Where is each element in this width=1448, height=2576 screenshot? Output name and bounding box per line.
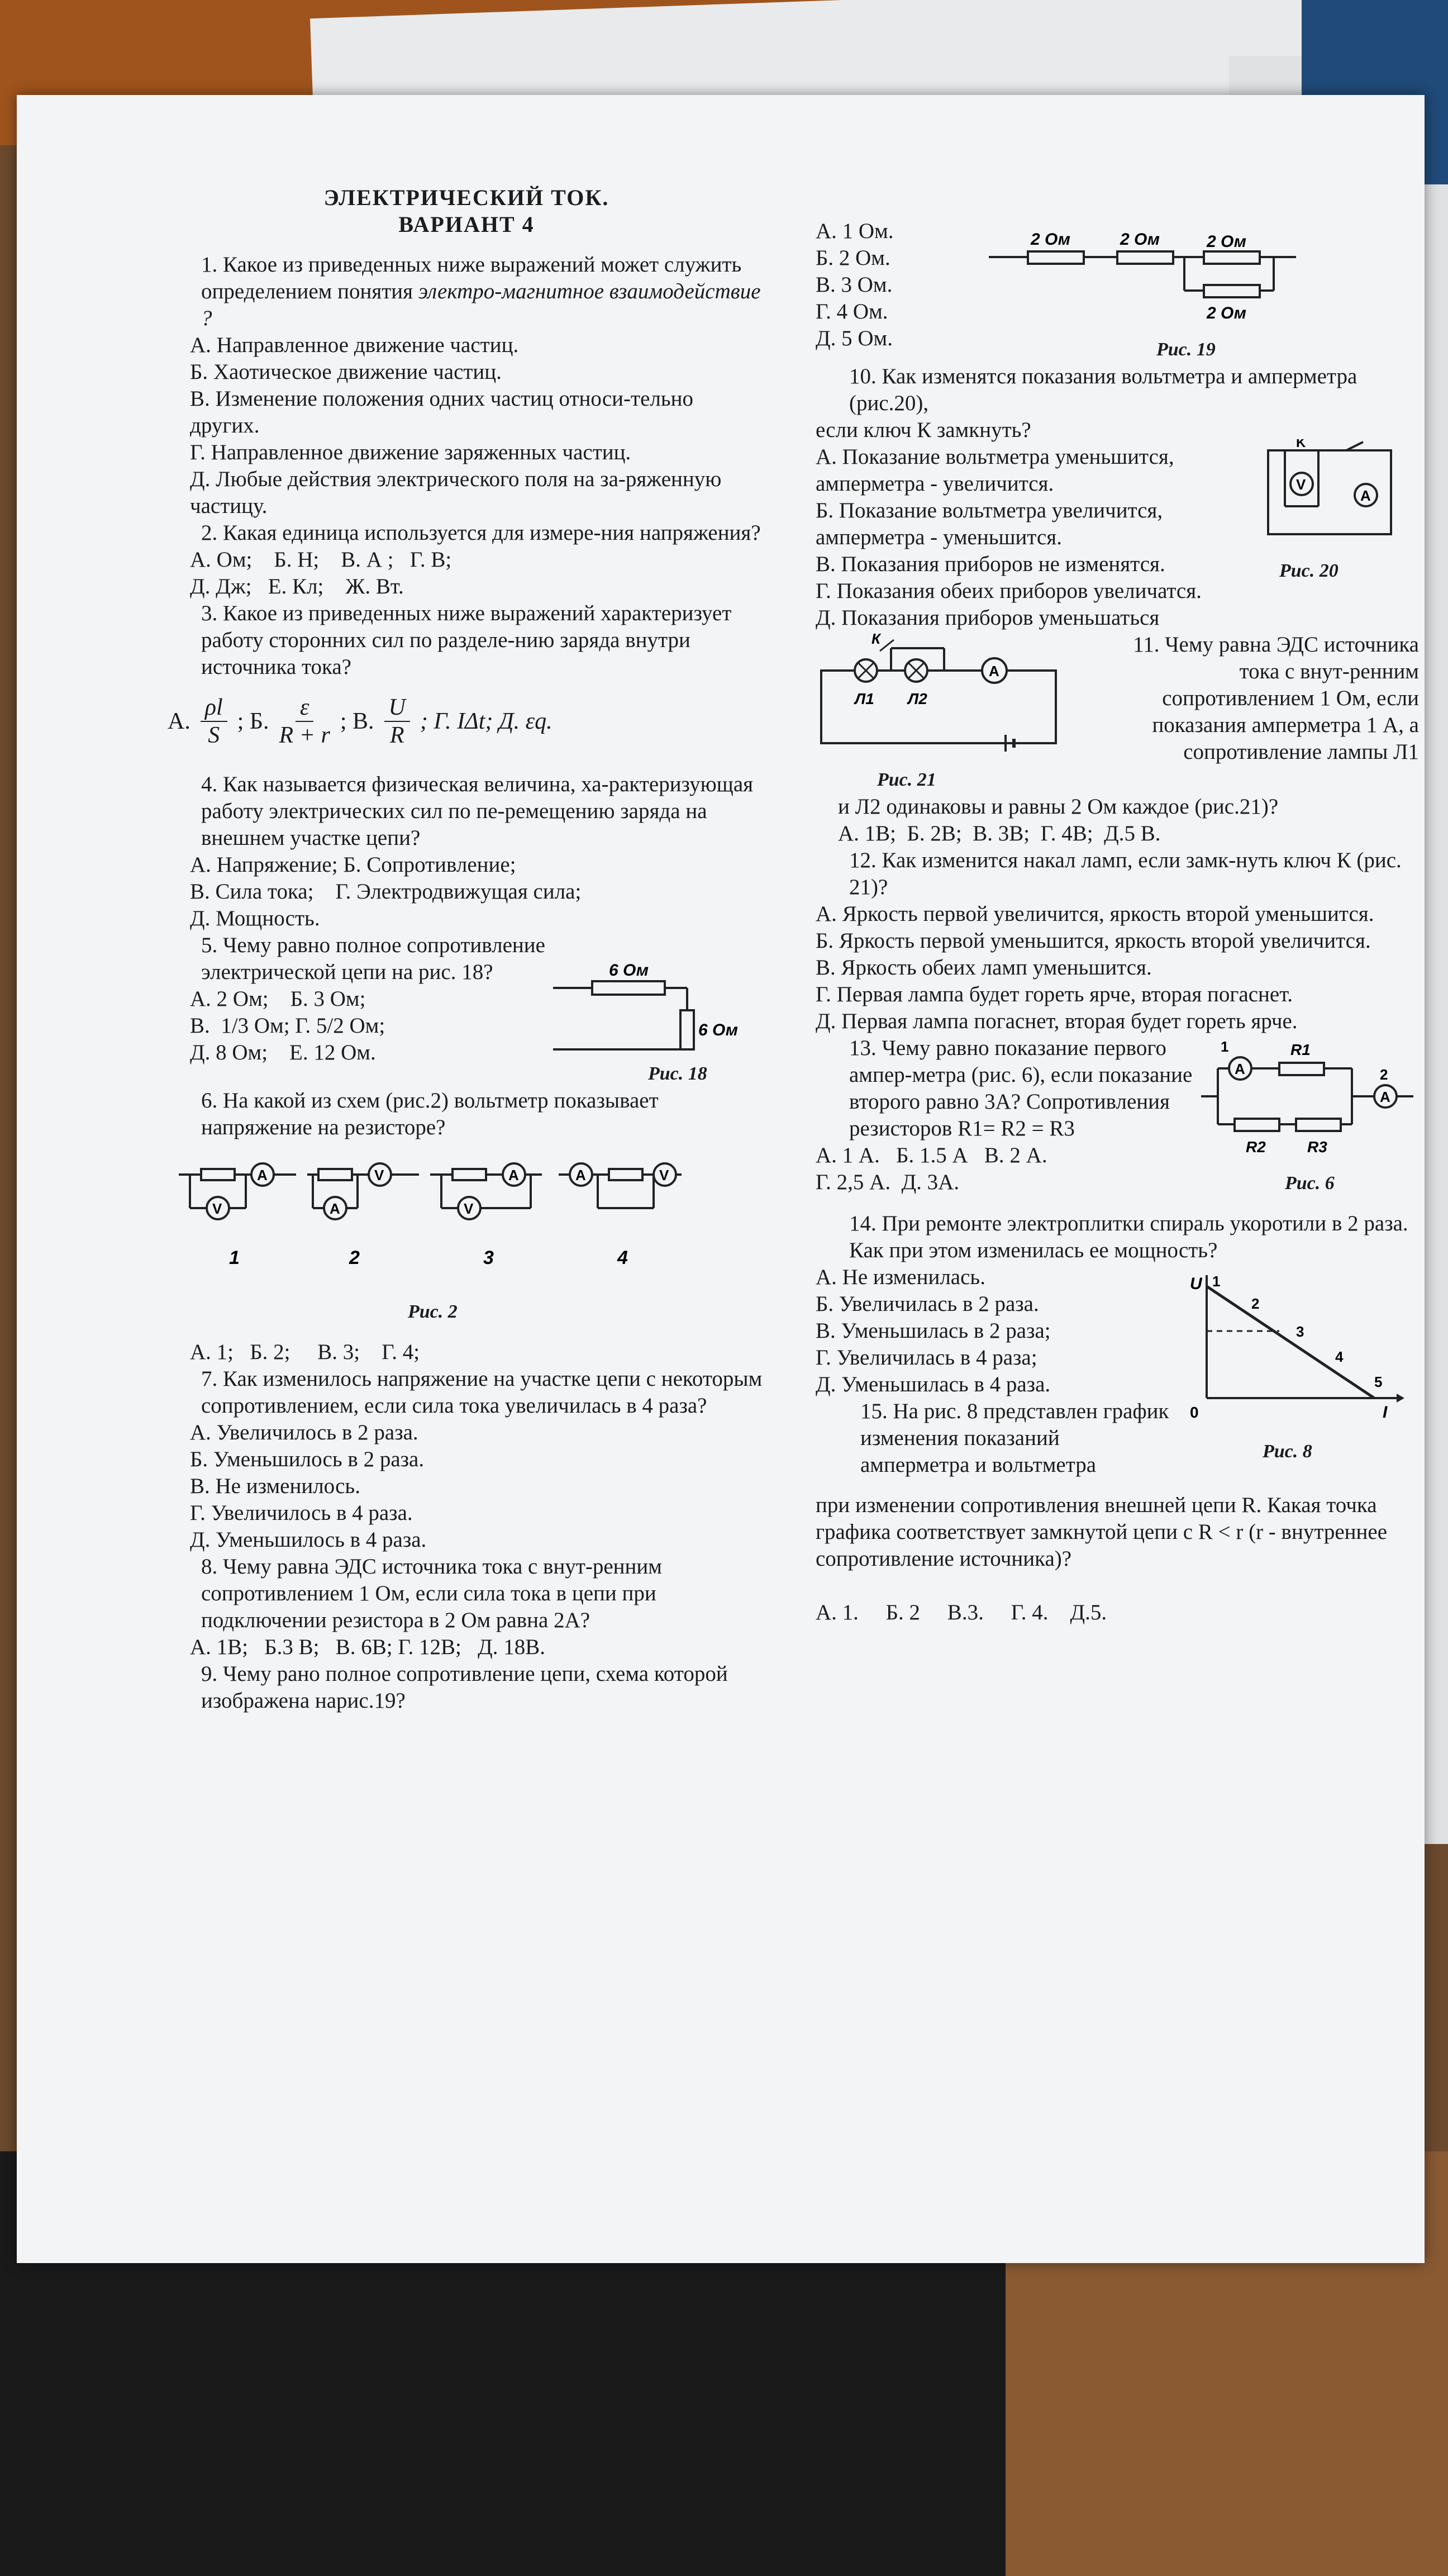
worksheet-variant: ВАРИАНТ 4 [398,212,535,237]
q3-v-label: ; В. [340,709,374,734]
fig2-ammeter-label: A [508,1167,519,1184]
q3-v-fraction [384,694,410,749]
question-2-text: 2. Какая единица используется для измере-ния напряжения? [201,521,761,545]
fig2-ammeter-label: A [330,1200,340,1217]
fig2-voltmeter-label: V [464,1200,474,1217]
fig19-resistor-1 [1028,251,1084,264]
fig6-r1-label: R1 [1290,1041,1311,1058]
q14-option-b: Б. Увеличилась в 2 раза. [816,1292,1039,1316]
fig20-voltmeter-label: V [1296,476,1306,493]
question-14-text: 14. При ремонте электроплитки спираль укоротили в 2 раза. Как при этом изменилась ее мощность? [849,1211,1408,1262]
fig19-r1-label: 2 Ом [1031,230,1070,249]
q10-block [816,417,1419,605]
q3-a-fraction [201,694,227,749]
fig19-resistor-3 [1204,251,1260,264]
figure-6-circuit [1195,1035,1419,1163]
q9-answers-block [816,218,1419,363]
fig19-caption: Рис. 19 [1156,339,1216,360]
q1-option-v: В. Изменение положения одних частиц относи-тельно других. [190,387,694,438]
fig19-r2-label: 2 Ом [1120,230,1160,249]
fig8-axis-i-label: I [1383,1403,1388,1422]
worksheet-title: ЭЛЕКТРИЧЕСКИЙ ТОК. [323,185,609,210]
fig20-key-label: K [1296,439,1306,450]
q9-option-v: В. 3 Ом. [816,273,893,297]
figure-18-circuit [547,932,760,1066]
q9-option-a: А. 1 Ом. [816,219,894,243]
question-9-text: 9. Чему рано полное сопротивление цепи, схема которой изображена нарис.19? [201,1662,728,1713]
fig2-label-1: 1 [229,1247,240,1268]
question-1 [168,251,765,332]
q12-option-v: В. Яркость обеих ламп уменьшится. [816,956,1152,980]
fig2-label-2: 2 [349,1247,360,1268]
q13-options-row2: Г. 2,5 А. Д. 3А. [816,1170,960,1194]
q10-option-d: Д. Показания приборов уменьшаться [816,606,1160,630]
q15-answers: А. 1. Б. 2 В.3. Г. 4. Д.5. [816,1600,1107,1624]
q7-option-v: В. Не изменилось. [190,1474,360,1498]
q10-option-g: Г. Показания обеих приборов увеличатся. [816,579,1202,603]
q12-option-b: Б. Яркость первой уменьшится, яркость второй увеличится. [816,929,1371,953]
q7-option-a: А. Увеличилось в 2 раза. [190,1420,418,1444]
q13-options-row1: А. 1 А. Б. 1.5 А В. 2 А. [816,1143,1047,1167]
question-4-text: 4. Как называется физическая величина, ха-рактеризующая работу электрических сил по пе-ремещению заряда на внешнем участке цепи? [201,772,754,850]
figure-21-circuit [816,631,1095,760]
fig2-resistor [201,1169,235,1180]
fig2-resistor [318,1169,352,1180]
fig2-voltmeter-label: V [212,1200,222,1217]
q1-option-g: Г. Направленное движение заряженных частиц. [190,440,631,464]
fig19-resistor-2 [1117,251,1173,264]
q3-a-label: А. [168,709,190,734]
question-11-text: 11. Чему равна ЭДС источника тока с внут-ренним сопротивлением 1 Ом, если показания амперметра 1 А, а сопротивление лампы Л1 [1133,633,1419,764]
q14-option-g: Г. Увеличилась в 4 раза; [816,1346,1037,1370]
fig2-scheme-4 [559,1163,682,1268]
fig18-r2-label: 6 Ом [698,1021,738,1039]
figure-19-circuit [983,218,1330,330]
q9-option-d: Д. 5 Ом. [816,326,893,350]
fig2-scheme-3 [430,1163,542,1268]
fig6-r2-label: R2 [1246,1138,1266,1156]
question-13-text: 13. Чему равно показание первого ампер-метра (рис. 6), если показание второго равно 3А? Сопротивления резисторов R1= R2 = R3 [849,1036,1193,1140]
q3-b-numerator: ε [296,694,314,722]
q1-option-b: Б. Хаотическое движение частиц. [190,360,502,384]
q2-options-row1: А. Ом; Б. Н; В. А ; Г. В; [190,548,452,572]
q8-answers: А. 1В; Б.3 В; В. 6В; Г. 12В; Д. 18В. [190,1635,545,1659]
fig6-resistor-r2 [1235,1119,1279,1131]
q4-options-row2: В. Сила тока; Г. Электродвижущая сила; [190,880,582,904]
figure-8-graph [1173,1264,1408,1432]
q3-a-numerator: ρl [201,694,227,722]
q2-options-row2: Д. Дж; Е. Кл; Ж. Вт. [190,574,404,598]
question-11-text2: и Л2 одинаковы и равны 2 Ом каждое (рис.21)? [838,795,1279,819]
fig19-resistor-4 [1204,285,1260,297]
question-12-text: 12. Как изменится накал ламп, если замк-нуть ключ К (рис. 21)? [849,848,1402,899]
q7-option-b: Б. Уменьшилось в 2 раза. [190,1447,425,1471]
question-7-text: 7. Как изменилось напряжение на участке цепи с некоторым сопротивлением, если сила тока увеличилась в 4 раза? [201,1367,763,1418]
fig8-point-2: 2 [1251,1295,1260,1312]
right-column [816,218,1419,1626]
q3-b-label: ; Б. [237,709,269,734]
worksheet-page [17,95,1425,2263]
question-6-text: 6. На какой из схем (рис.2) вольтметр показывает напряжение на резисторе? [201,1089,659,1139]
q4-options-row1: А. Напряжение; Б. Сопротивление; [190,853,516,877]
figure-2-circuits [168,1152,726,1286]
fig2-label-3: 3 [483,1247,494,1268]
figure-20-circuit [1263,439,1408,551]
q10-option-b: Б. Показание вольтметра увеличится, амперметра - уменьшится. [816,498,1163,549]
q3-v-numerator: U [384,694,410,722]
q5-block [168,932,765,1066]
fig2-scheme-1 [179,1163,296,1268]
fig18-r1-label: 6 Ом [609,961,649,980]
fig2-resistor [609,1169,642,1180]
fig21-ammeter-label: A [989,663,999,679]
q4-options-row3: Д. Мощность. [190,906,320,930]
q14-block [816,1264,1419,1479]
fig21-caption: Рис. 21 [877,769,936,790]
fig21-lamp2-label: Л2 [908,690,927,707]
fig6-number-2: 2 [1380,1066,1388,1083]
fig18-caption: Рис. 18 [648,1063,707,1084]
q3-rest-options: ; Г. IΔt; Д. εq. [420,709,552,734]
fig8-line [1207,1286,1374,1398]
question-1-term: электро-магнитное взаимодействие ? [201,279,761,330]
question-15-text2: при изменении сопротивления внешней цепи R. Какая точка графика соответствует замкнутой цепи с R < r (r - внутреннее сопротивление источника)? [816,1493,1388,1571]
question-5-text: 5. Чему равно полное сопротивление электрической цепи на рис. 18? [201,933,545,984]
q12-option-a: А. Яркость первой увеличится, яркость второй уменьшится. [816,902,1374,926]
q3-b-denominator: R + r [279,723,330,748]
q1-option-a: А. Направленное движение частиц. [190,333,519,357]
question-10-text2: если ключ К замкнуть? [816,418,1031,442]
q14-option-d: Д. Уменьшилась в 4 раза. [816,1372,1051,1396]
fig6-resistor-r1 [1279,1063,1324,1075]
fig6-caption: Рис. 6 [1285,1173,1335,1194]
fig8-point-5: 5 [1374,1373,1383,1390]
q14-option-v: В. Уменьшилась в 2 раза; [816,1319,1051,1343]
fig19-r4-label: 2 Ом [1207,304,1246,322]
fig6-ammeter2-label: A [1380,1089,1390,1105]
q13-block [816,1035,1419,1197]
fig2-voltmeter-label: V [659,1167,669,1184]
q9-option-b: Б. 2 Ом. [816,246,890,270]
question-8-text: 8. Чему равна ЭДС источника тока с внут-ренним сопротивлением 1 Ом, если сила тока в цепи при подключении резистора в 2 Ом равна 2А? [201,1555,662,1632]
fig20-caption: Рис. 20 [1279,560,1339,581]
fig2-caption: Рис. 2 [408,1301,458,1322]
question-3-text: 3. Какое из приведенных ниже выражений характеризует работу сторонних сил по разделе-нию заряда внутри источника тока? [201,601,732,679]
fig18-resistor-1 [592,981,665,995]
q12-option-d: Д. Первая лампа погаснет, вторая будет гореть ярче. [816,1009,1298,1033]
q1-option-d: Д. Любые действия электрического поля на за-ряженную частицу. [190,467,722,518]
fig8-origin-label: 0 [1190,1404,1199,1421]
q11-answers: А. 1В; Б. 2В; В. 3В; Г. 4В; Д.5 В. [838,821,1161,845]
q3-a-denominator: S [208,723,220,748]
left-column [168,184,765,1714]
fig2-ammeter-label: A [257,1167,268,1184]
q5-options-row2: В. 1/3 Ом; Г. 5/2 Ом; [190,1014,385,1038]
question-1-text: 1. Какое из приведенных ниже выражений может служить определением понятия [201,253,742,303]
q6-answers: А. 1; Б. 2; В. 3; Г. 4; [190,1340,420,1364]
q10-option-v: В. Показания приборов не изменятся. [816,552,1165,576]
fig8-point-3: 3 [1296,1323,1304,1340]
q7-option-d: Д. Уменьшилось в 4 раза. [190,1528,427,1552]
question-10-text: 10. Как изменятся показания вольтметра и амперметра (рис.20), [849,364,1358,415]
fig8-axis-u-label: U [1190,1275,1202,1293]
fig2-voltmeter-label: V [374,1167,384,1184]
q10-option-a: А. Показание вольтметра уменьшится, амперметра - увеличится. [816,445,1174,496]
fig6-ammeter1-label: A [1235,1061,1245,1077]
fig8-point-1: 1 [1212,1273,1221,1290]
q12-option-g: Г. Первая лампа будет гореть ярче, вторая погаснет. [816,982,1293,1006]
fig19-r3-label: 2 Ом [1207,232,1246,251]
q5-options-row3: Д. 8 Ом; Е. 12 Ом. [190,1040,376,1064]
q11-block [816,631,1419,793]
fig2-label-4: 4 [617,1247,628,1268]
fig8-point-4: 4 [1335,1348,1344,1365]
fig6-r3-label: R3 [1307,1138,1327,1156]
fig8-caption: Рис. 8 [1263,1441,1312,1462]
fig20-key [1346,442,1363,450]
q7-option-g: Г. Увеличилось в 4 раза. [190,1501,413,1525]
q14-option-a: А. Не изменилась. [816,1265,985,1289]
question-15-text: 15. На рис. 8 представлен график изменения показаний амперметра и вольтметра [860,1399,1169,1477]
q5-options-row1: А. 2 Ом; Б. 3 Ом; [190,987,366,1011]
q3-formula-options [168,694,765,749]
fig21-lamp1-label: Л1 [855,690,874,707]
fig2-resistor [453,1169,486,1180]
fig20-ammeter-label: A [1360,487,1371,504]
fig6-number-1: 1 [1221,1038,1229,1055]
fig21-key-label: К [871,631,880,647]
fig18-resistor-2 [680,1010,694,1049]
fig2-scheme-2 [307,1163,419,1268]
fig6-resistor-r3 [1296,1119,1341,1131]
fig2-ammeter-label: A [575,1167,586,1184]
q3-b-fraction [279,694,330,749]
q9-option-g: Г. 4 Ом. [816,300,888,324]
q3-v-denominator: R [389,723,404,748]
